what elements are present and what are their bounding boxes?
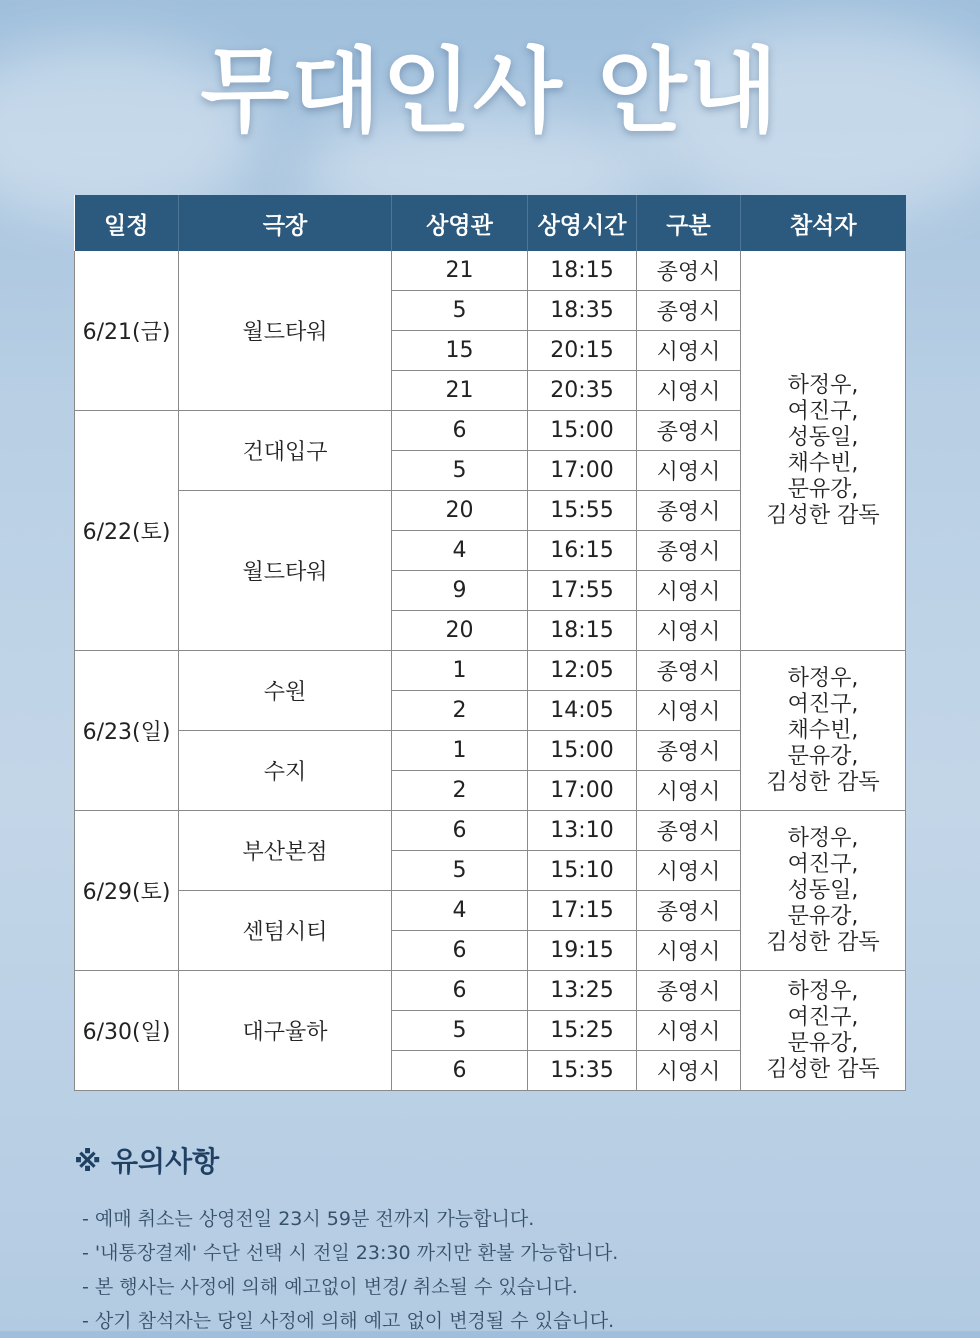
table-row [75,811,906,851]
type-cell: 종영시 [637,971,741,1011]
type-cell: 종영시 [637,411,741,451]
time-cell: 15:00 [528,731,637,771]
theater-cell: 월드타워 [179,491,392,651]
theater-cell: 수원 [179,651,392,731]
screen-cell: 6 [392,971,528,1011]
type-cell: 시영시 [637,331,741,371]
time-cell: 17:00 [528,771,637,811]
attendees-cell: 하정우, 여진구, 성동일, 채수빈, 문유강, 김성한 감독 [741,251,906,651]
type-cell: 종영시 [637,251,741,291]
type-cell: 시영시 [637,931,741,971]
type-cell: 종영시 [637,291,741,331]
table-row [75,651,906,691]
theater-cell: 부산본점 [179,811,392,891]
time-cell: 18:15 [528,251,637,291]
screen-cell: 20 [392,611,528,651]
type-cell: 시영시 [637,851,741,891]
time-cell: 13:10 [528,811,637,851]
screen-cell: 5 [392,451,528,491]
table-row [75,251,906,291]
screen-cell: 1 [392,651,528,691]
theater-cell: 수지 [179,731,392,811]
theater-cell: 센텀시티 [179,891,392,971]
type-cell: 시영시 [637,691,741,731]
screen-cell: 15 [392,331,528,371]
notes-section [74,1140,618,1338]
notes-item: - '내통장결제' 수단 선택 시 전일 23:30 까지만 환불 가능합니다. [82,1242,619,1264]
screen-cell: 4 [392,531,528,571]
type-cell: 시영시 [637,371,741,411]
screen-cell: 6 [392,411,528,451]
screen-cell: 6 [392,931,528,971]
type-cell: 시영시 [637,771,741,811]
screen-cell: 20 [392,491,528,531]
header-type: 구분 [637,195,741,251]
time-cell: 20:35 [528,371,637,411]
screen-cell: 6 [392,1051,528,1091]
date-cell: 6/21(금) [75,251,179,411]
time-cell: 18:35 [528,291,637,331]
time-cell: 17:00 [528,451,637,491]
type-cell: 종영시 [637,651,741,691]
time-cell: 14:05 [528,691,637,731]
date-cell: 6/29(토) [75,811,179,971]
time-cell: 20:15 [528,331,637,371]
notes-item: - 상기 참석자는 당일 사정에 의해 예고 없이 변경될 수 있습니다. [82,1310,615,1332]
header-screen: 상영관 [392,195,528,251]
time-cell: 13:25 [528,971,637,1011]
type-cell: 시영시 [637,1011,741,1051]
time-cell: 17:15 [528,891,637,931]
date-cell: 6/22(토) [75,411,179,651]
header-date: 일정 [75,195,179,251]
header-attendees: 참석자 [741,195,906,251]
header-time: 상영시간 [528,195,637,251]
time-cell: 15:35 [528,1051,637,1091]
time-cell: 15:00 [528,411,637,451]
time-cell: 12:05 [528,651,637,691]
type-cell: 시영시 [637,1051,741,1091]
attendees-cell: 하정우, 여진구, 문유강, 김성한 감독 [741,971,906,1091]
screen-cell: 9 [392,571,528,611]
theater-cell: 월드타워 [179,251,392,411]
attendees-cell: 하정우, 여진구, 성동일, 문유강, 김성한 감독 [741,811,906,971]
schedule-table [74,195,906,1091]
date-cell: 6/23(일) [75,651,179,811]
screen-cell: 4 [392,891,528,931]
time-cell: 15:55 [528,491,637,531]
time-cell: 19:15 [528,931,637,971]
type-cell: 시영시 [637,571,741,611]
type-cell: 종영시 [637,811,741,851]
table-row [75,971,906,1011]
time-cell: 15:25 [528,1011,637,1051]
type-cell: 종영시 [637,891,741,931]
time-cell: 16:15 [528,531,637,571]
screen-cell: 5 [392,291,528,331]
screen-cell: 1 [392,731,528,771]
time-cell: 18:15 [528,611,637,651]
date-cell: 6/30(일) [75,971,179,1091]
screen-cell: 5 [392,1011,528,1051]
page-title: 무대인사 안내 [200,38,780,145]
screen-cell: 21 [392,371,528,411]
table-header-row [75,195,906,251]
notes-item: - 본 행사는 사정에 의해 예고없이 변경/ 취소될 수 있습니다. [82,1276,578,1298]
type-cell: 시영시 [637,611,741,651]
notes-heading: ※ 유의사항 [74,1145,220,1178]
screen-cell: 2 [392,691,528,731]
type-cell: 종영시 [637,531,741,571]
header-theater: 극장 [179,195,392,251]
time-cell: 17:55 [528,571,637,611]
type-cell: 시영시 [637,451,741,491]
notes-list [74,1202,618,1338]
screen-cell: 21 [392,251,528,291]
time-cell: 15:10 [528,851,637,891]
screen-cell: 6 [392,811,528,851]
type-cell: 종영시 [637,491,741,531]
attendees-cell: 하정우, 여진구, 채수빈, 문유강, 김성한 감독 [741,651,906,811]
type-cell: 종영시 [637,731,741,771]
screen-cell: 5 [392,851,528,891]
theater-cell: 건대입구 [179,411,392,491]
screen-cell: 2 [392,771,528,811]
notes-item: - 예매 취소는 상영전일 23시 59분 전까지 가능합니다. [82,1208,535,1230]
theater-cell: 대구율하 [179,971,392,1091]
